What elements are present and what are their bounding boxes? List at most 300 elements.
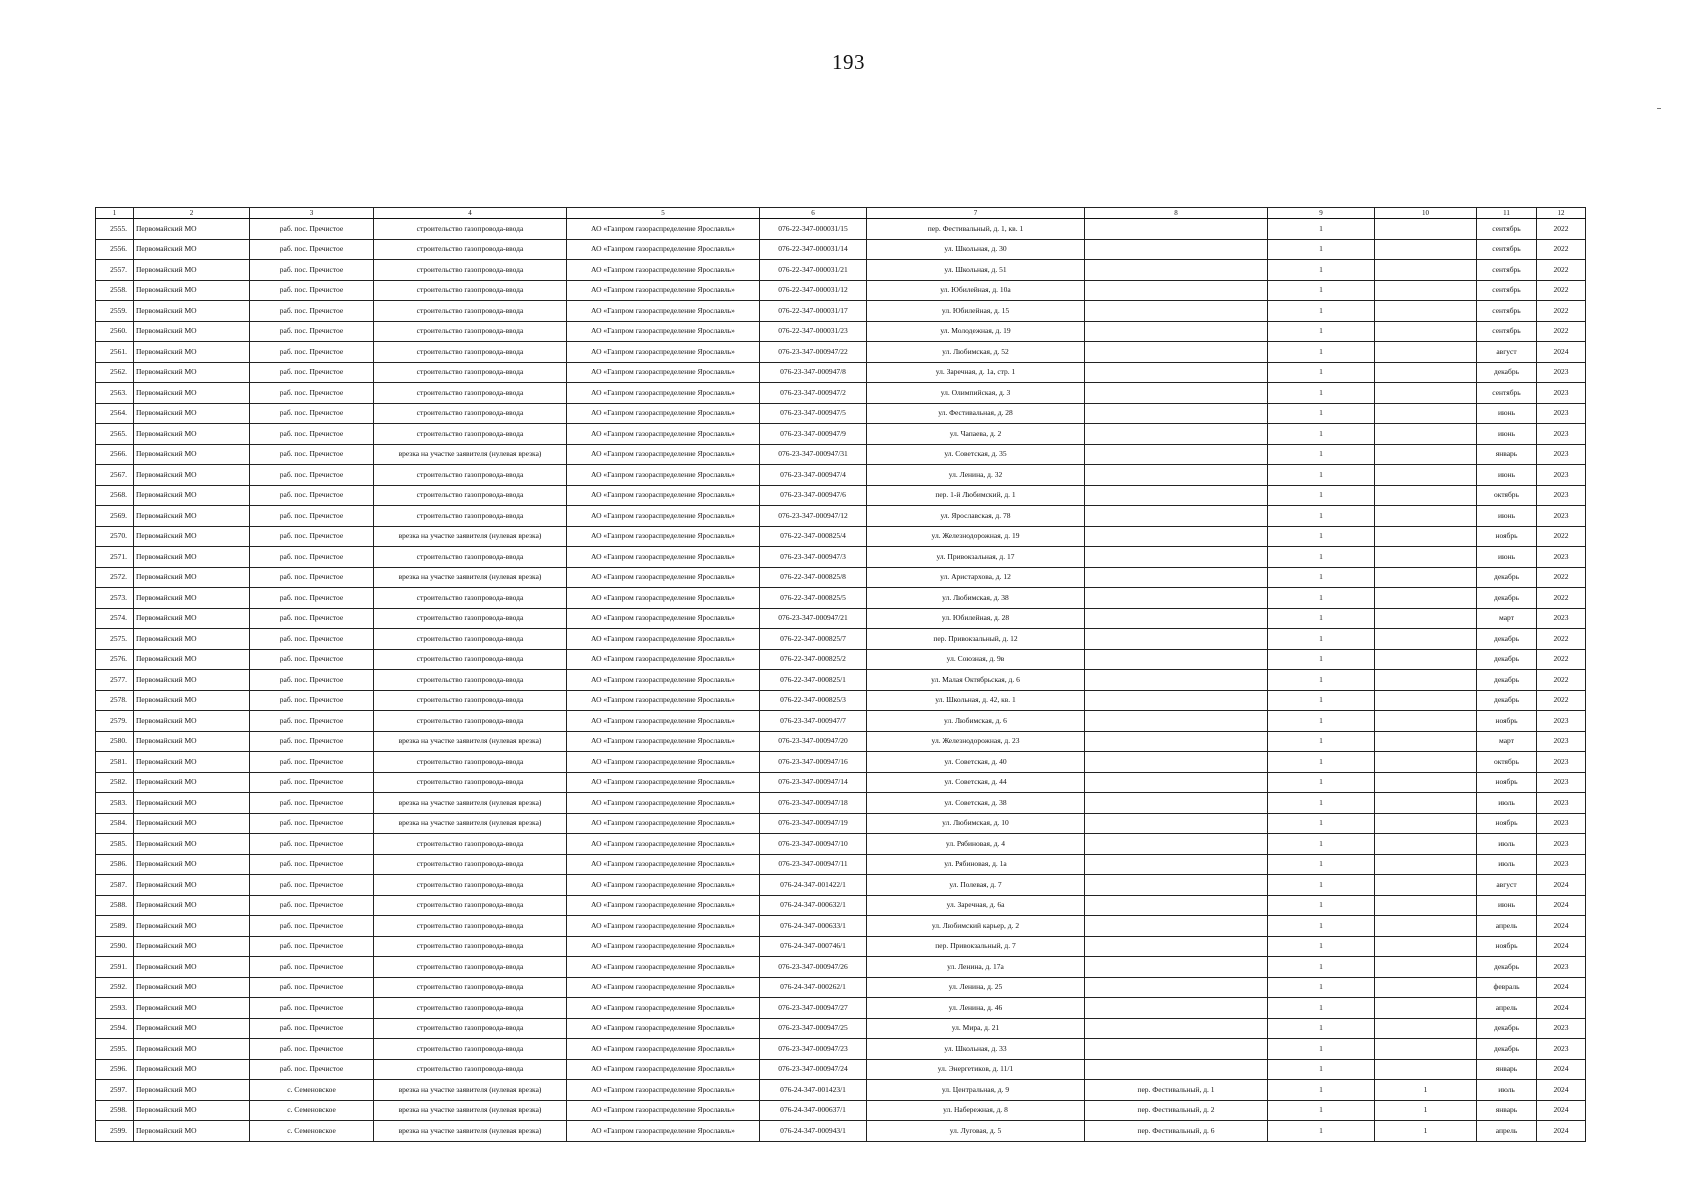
- column-header: 2: [134, 208, 250, 219]
- connected-address-cell: [1085, 465, 1268, 486]
- organization-cell: АО «Газпром газораспределение Ярославль»: [567, 526, 760, 547]
- contract-number-cell: 076-22-347-000031/23: [760, 321, 867, 342]
- row-number-cell: 2584.: [96, 813, 134, 834]
- municipality-cell: Первомайский МО: [134, 731, 250, 752]
- connected-address-cell: [1085, 772, 1268, 793]
- extra-quantity-cell: [1375, 834, 1477, 855]
- contract-number-cell: 076-23-347-000947/10: [760, 834, 867, 855]
- work-type-cell: строительство газопровода-ввода: [374, 301, 567, 322]
- address-cell: ул. Юбилейная, д. 15: [867, 301, 1085, 322]
- work-type-cell: строительство газопровода-ввода: [374, 547, 567, 568]
- row-number-cell: 2598.: [96, 1100, 134, 1121]
- row-number-cell: 2558.: [96, 280, 134, 301]
- table-row: [96, 1080, 1586, 1101]
- quantity-cell: 1: [1268, 260, 1375, 281]
- month-cell: ноябрь: [1477, 711, 1537, 732]
- year-cell: 2023: [1537, 506, 1586, 527]
- month-cell: ноябрь: [1477, 813, 1537, 834]
- municipality-cell: Первомайский МО: [134, 936, 250, 957]
- month-cell: август: [1477, 342, 1537, 363]
- locality-cell: раб. пос. Пречистое: [250, 383, 374, 404]
- row-number-cell: 2566.: [96, 444, 134, 465]
- row-number-cell: 2583.: [96, 793, 134, 814]
- quantity-cell: 1: [1268, 1121, 1375, 1142]
- year-cell: 2023: [1537, 362, 1586, 383]
- organization-cell: АО «Газпром газораспределение Ярославль»: [567, 649, 760, 670]
- locality-cell: раб. пос. Пречистое: [250, 793, 374, 814]
- extra-quantity-cell: [1375, 321, 1477, 342]
- quantity-cell: 1: [1268, 629, 1375, 650]
- year-cell: 2023: [1537, 1039, 1586, 1060]
- organization-cell: АО «Газпром газораспределение Ярославль»: [567, 547, 760, 568]
- work-type-cell: строительство газопровода-ввода: [374, 875, 567, 896]
- month-cell: июль: [1477, 793, 1537, 814]
- month-cell: декабрь: [1477, 670, 1537, 691]
- row-number-cell: 2561.: [96, 342, 134, 363]
- month-cell: июнь: [1477, 465, 1537, 486]
- extra-quantity-cell: [1375, 772, 1477, 793]
- year-cell: 2022: [1537, 670, 1586, 691]
- address-cell: ул. Ленина, д. 32: [867, 465, 1085, 486]
- extra-quantity-cell: [1375, 711, 1477, 732]
- month-cell: сентябрь: [1477, 321, 1537, 342]
- work-type-cell: строительство газопровода-ввода: [374, 485, 567, 506]
- contract-number-cell: 076-24-347-001423/1: [760, 1080, 867, 1101]
- year-cell: 2024: [1537, 1059, 1586, 1080]
- municipality-cell: Первомайский МО: [134, 1100, 250, 1121]
- page-number: 193: [832, 50, 865, 74]
- month-cell: декабрь: [1477, 957, 1537, 978]
- contract-number-cell: 076-23-347-000947/3: [760, 547, 867, 568]
- contract-number-cell: 076-23-347-000947/16: [760, 752, 867, 773]
- table-row: [96, 567, 1586, 588]
- row-number-cell: 2556.: [96, 239, 134, 260]
- work-type-cell: строительство газопровода-ввода: [374, 424, 567, 445]
- row-number-cell: 2592.: [96, 977, 134, 998]
- row-number-cell: 2580.: [96, 731, 134, 752]
- connected-address-cell: [1085, 813, 1268, 834]
- row-number-cell: 2591.: [96, 957, 134, 978]
- month-cell: сентябрь: [1477, 301, 1537, 322]
- contract-number-cell: 076-24-347-000633/1: [760, 916, 867, 937]
- year-cell: 2022: [1537, 280, 1586, 301]
- municipality-cell: Первомайский МО: [134, 834, 250, 855]
- table-row: [96, 977, 1586, 998]
- connected-address-cell: [1085, 895, 1268, 916]
- month-cell: декабрь: [1477, 588, 1537, 609]
- extra-quantity-cell: [1375, 424, 1477, 445]
- extra-quantity-cell: [1375, 957, 1477, 978]
- quantity-cell: 1: [1268, 608, 1375, 629]
- work-type-cell: строительство газопровода-ввода: [374, 383, 567, 404]
- extra-quantity-cell: [1375, 260, 1477, 281]
- work-type-cell: строительство газопровода-ввода: [374, 1039, 567, 1060]
- municipality-cell: Первомайский МО: [134, 1059, 250, 1080]
- connected-address-cell: [1085, 526, 1268, 547]
- municipality-cell: Первомайский МО: [134, 813, 250, 834]
- month-cell: август: [1477, 875, 1537, 896]
- year-cell: 2024: [1537, 342, 1586, 363]
- municipality-cell: Первомайский МО: [134, 321, 250, 342]
- quantity-cell: 1: [1268, 239, 1375, 260]
- row-number-cell: 2597.: [96, 1080, 134, 1101]
- table-row: [96, 362, 1586, 383]
- municipality-cell: Первомайский МО: [134, 465, 250, 486]
- address-cell: ул. Юбилейная, д. 10а: [867, 280, 1085, 301]
- year-cell: 2022: [1537, 649, 1586, 670]
- extra-quantity-cell: [1375, 383, 1477, 404]
- table-row: [96, 895, 1586, 916]
- organization-cell: АО «Газпром газораспределение Ярославль»: [567, 485, 760, 506]
- locality-cell: раб. пос. Пречистое: [250, 711, 374, 732]
- month-cell: октябрь: [1477, 752, 1537, 773]
- address-cell: ул. Школьная, д. 42, кв. 1: [867, 690, 1085, 711]
- contract-number-cell: 076-24-347-000632/1: [760, 895, 867, 916]
- contract-number-cell: 076-22-347-000031/14: [760, 239, 867, 260]
- organization-cell: АО «Газпром газораспределение Ярославль»: [567, 608, 760, 629]
- quantity-cell: 1: [1268, 916, 1375, 937]
- quantity-cell: 1: [1268, 506, 1375, 527]
- locality-cell: раб. пос. Пречистое: [250, 506, 374, 527]
- extra-quantity-cell: [1375, 547, 1477, 568]
- contract-number-cell: 076-23-347-000947/26: [760, 957, 867, 978]
- row-number-cell: 2568.: [96, 485, 134, 506]
- organization-cell: АО «Газпром газораспределение Ярославль»: [567, 465, 760, 486]
- row-number-cell: 2596.: [96, 1059, 134, 1080]
- address-cell: ул. Заречная, д. 6а: [867, 895, 1085, 916]
- month-cell: апрель: [1477, 916, 1537, 937]
- organization-cell: АО «Газпром газораспределение Ярославль»: [567, 711, 760, 732]
- municipality-cell: Первомайский МО: [134, 875, 250, 896]
- contract-number-cell: 076-22-347-000825/8: [760, 567, 867, 588]
- work-type-cell: врезка на участке заявителя (нулевая врезка): [374, 567, 567, 588]
- organization-cell: АО «Газпром газораспределение Ярославль»: [567, 854, 760, 875]
- extra-quantity-cell: [1375, 465, 1477, 486]
- address-cell: ул. Чапаева, д. 2: [867, 424, 1085, 445]
- quantity-cell: 1: [1268, 711, 1375, 732]
- contract-number-cell: 076-22-347-000031/15: [760, 219, 867, 240]
- municipality-cell: Первомайский МО: [134, 916, 250, 937]
- year-cell: 2023: [1537, 1018, 1586, 1039]
- row-number-cell: 2590.: [96, 936, 134, 957]
- row-number-cell: 2571.: [96, 547, 134, 568]
- extra-quantity-cell: [1375, 506, 1477, 527]
- work-type-cell: строительство газопровода-ввода: [374, 977, 567, 998]
- address-cell: ул. Рябиновая, д. 1а: [867, 854, 1085, 875]
- connected-address-cell: [1085, 588, 1268, 609]
- organization-cell: АО «Газпром газораспределение Ярославль»: [567, 342, 760, 363]
- connected-address-cell: [1085, 690, 1268, 711]
- table-row: [96, 1100, 1586, 1121]
- connected-address-cell: [1085, 752, 1268, 773]
- year-cell: 2023: [1537, 752, 1586, 773]
- row-number-cell: 2576.: [96, 649, 134, 670]
- year-cell: 2023: [1537, 444, 1586, 465]
- connected-address-cell: [1085, 383, 1268, 404]
- extra-quantity-cell: [1375, 588, 1477, 609]
- work-type-cell: строительство газопровода-ввода: [374, 608, 567, 629]
- contract-number-cell: 076-24-347-000943/1: [760, 1121, 867, 1142]
- month-cell: январь: [1477, 444, 1537, 465]
- work-type-cell: строительство газопровода-ввода: [374, 998, 567, 1019]
- address-cell: ул. Мира, д. 21: [867, 1018, 1085, 1039]
- work-type-cell: строительство газопровода-ввода: [374, 1059, 567, 1080]
- organization-cell: АО «Газпром газораспределение Ярославль»: [567, 506, 760, 527]
- municipality-cell: Первомайский МО: [134, 424, 250, 445]
- quantity-cell: 1: [1268, 342, 1375, 363]
- row-number-cell: 2595.: [96, 1039, 134, 1060]
- contract-number-cell: 076-22-347-000031/12: [760, 280, 867, 301]
- locality-cell: раб. пос. Пречистое: [250, 690, 374, 711]
- work-type-cell: строительство газопровода-ввода: [374, 752, 567, 773]
- connected-address-cell: [1085, 1039, 1268, 1060]
- locality-cell: раб. пос. Пречистое: [250, 936, 374, 957]
- row-number-cell: 2593.: [96, 998, 134, 1019]
- connected-address-cell: [1085, 608, 1268, 629]
- contract-number-cell: 076-22-347-000031/21: [760, 260, 867, 281]
- quantity-cell: 1: [1268, 1039, 1375, 1060]
- year-cell: 2023: [1537, 424, 1586, 445]
- contract-number-cell: 076-23-347-000947/11: [760, 854, 867, 875]
- municipality-cell: Первомайский МО: [134, 793, 250, 814]
- quantity-cell: 1: [1268, 403, 1375, 424]
- table-row: [96, 1059, 1586, 1080]
- address-cell: пер. 1-й Любимский, д. 1: [867, 485, 1085, 506]
- contract-number-cell: 076-23-347-000947/25: [760, 1018, 867, 1039]
- locality-cell: раб. пос. Пречистое: [250, 998, 374, 1019]
- work-type-cell: строительство газопровода-ввода: [374, 649, 567, 670]
- table-row: [96, 649, 1586, 670]
- municipality-cell: Первомайский МО: [134, 383, 250, 404]
- table-row: [96, 1039, 1586, 1060]
- table-row: [96, 444, 1586, 465]
- extra-quantity-cell: [1375, 813, 1477, 834]
- locality-cell: раб. пос. Пречистое: [250, 731, 374, 752]
- connected-address-cell: [1085, 731, 1268, 752]
- address-cell: ул. Набережная, д. 8: [867, 1100, 1085, 1121]
- organization-cell: АО «Газпром газораспределение Ярославль»: [567, 301, 760, 322]
- row-number-cell: 2589.: [96, 916, 134, 937]
- address-cell: ул. Школьная, д. 33: [867, 1039, 1085, 1060]
- address-cell: ул. Юбилейная, д. 28: [867, 608, 1085, 629]
- table-row: [96, 690, 1586, 711]
- column-header: 7: [867, 208, 1085, 219]
- work-type-cell: строительство газопровода-ввода: [374, 834, 567, 855]
- connected-address-cell: [1085, 629, 1268, 650]
- municipality-cell: Первомайский МО: [134, 670, 250, 691]
- municipality-cell: Первомайский МО: [134, 342, 250, 363]
- quantity-cell: 1: [1268, 1018, 1375, 1039]
- address-cell: ул. Ленина, д. 17а: [867, 957, 1085, 978]
- work-type-cell: строительство газопровода-ввода: [374, 588, 567, 609]
- quantity-cell: 1: [1268, 813, 1375, 834]
- address-cell: ул. Центральная, д. 9: [867, 1080, 1085, 1101]
- contract-number-cell: 076-22-347-000031/17: [760, 301, 867, 322]
- month-cell: сентябрь: [1477, 383, 1537, 404]
- municipality-cell: Первомайский МО: [134, 690, 250, 711]
- row-number-cell: 2594.: [96, 1018, 134, 1039]
- address-cell: ул. Железнодорожная, д. 19: [867, 526, 1085, 547]
- quantity-cell: 1: [1268, 998, 1375, 1019]
- quantity-cell: 1: [1268, 547, 1375, 568]
- year-cell: 2023: [1537, 731, 1586, 752]
- address-cell: ул. Рябиновая, д. 4: [867, 834, 1085, 855]
- table-row: [96, 998, 1586, 1019]
- address-cell: ул. Любимская, д. 10: [867, 813, 1085, 834]
- locality-cell: раб. пос. Пречистое: [250, 875, 374, 896]
- organization-cell: АО «Газпром газораспределение Ярославль»: [567, 424, 760, 445]
- quantity-cell: 1: [1268, 936, 1375, 957]
- extra-quantity-cell: 1: [1375, 1121, 1477, 1142]
- row-number-cell: 2587.: [96, 875, 134, 896]
- organization-cell: АО «Газпром газораспределение Ярославль»: [567, 588, 760, 609]
- connected-address-cell: [1085, 485, 1268, 506]
- address-cell: ул. Заречная, д. 1а, стр. 1: [867, 362, 1085, 383]
- month-cell: декабрь: [1477, 567, 1537, 588]
- extra-quantity-cell: [1375, 875, 1477, 896]
- month-cell: март: [1477, 608, 1537, 629]
- table-row: [96, 301, 1586, 322]
- address-cell: ул. Союзная, д. 9в: [867, 649, 1085, 670]
- year-cell: 2022: [1537, 219, 1586, 240]
- row-number-cell: 2573.: [96, 588, 134, 609]
- organization-cell: АО «Газпром газораспределение Ярославль»: [567, 239, 760, 260]
- organization-cell: АО «Газпром газораспределение Ярославль»: [567, 629, 760, 650]
- work-type-cell: строительство газопровода-ввода: [374, 1018, 567, 1039]
- organization-cell: АО «Газпром газораспределение Ярославль»: [567, 1121, 760, 1142]
- month-cell: сентябрь: [1477, 219, 1537, 240]
- organization-cell: АО «Газпром газораспределение Ярославль»: [567, 731, 760, 752]
- year-cell: 2023: [1537, 608, 1586, 629]
- contract-number-cell: 076-23-347-000947/5: [760, 403, 867, 424]
- organization-cell: АО «Газпром газораспределение Ярославль»: [567, 403, 760, 424]
- work-type-cell: строительство газопровода-ввода: [374, 465, 567, 486]
- year-cell: 2024: [1537, 998, 1586, 1019]
- column-header: 4: [374, 208, 567, 219]
- connected-address-cell: [1085, 567, 1268, 588]
- extra-quantity-cell: [1375, 916, 1477, 937]
- locality-cell: раб. пос. Пречистое: [250, 567, 374, 588]
- municipality-cell: Первомайский МО: [134, 977, 250, 998]
- work-type-cell: врезка на участке заявителя (нулевая врезка): [374, 813, 567, 834]
- row-number-cell: 2562.: [96, 362, 134, 383]
- table-row: [96, 588, 1586, 609]
- extra-quantity-cell: [1375, 998, 1477, 1019]
- row-number-cell: 2577.: [96, 670, 134, 691]
- month-cell: декабрь: [1477, 1039, 1537, 1060]
- year-cell: 2023: [1537, 465, 1586, 486]
- table-row: [96, 813, 1586, 834]
- month-cell: сентябрь: [1477, 260, 1537, 281]
- quantity-cell: 1: [1268, 875, 1375, 896]
- municipality-cell: Первомайский МО: [134, 526, 250, 547]
- table-row: [96, 854, 1586, 875]
- table-row: [96, 608, 1586, 629]
- organization-cell: АО «Газпром газораспределение Ярославль»: [567, 916, 760, 937]
- row-number-cell: 2586.: [96, 854, 134, 875]
- contract-number-cell: 076-23-347-000947/4: [760, 465, 867, 486]
- year-cell: 2023: [1537, 485, 1586, 506]
- quantity-cell: 1: [1268, 834, 1375, 855]
- connected-address-cell: [1085, 1059, 1268, 1080]
- extra-quantity-cell: [1375, 567, 1477, 588]
- year-cell: 2024: [1537, 916, 1586, 937]
- work-type-cell: строительство газопровода-ввода: [374, 957, 567, 978]
- work-type-cell: строительство газопровода-ввода: [374, 854, 567, 875]
- locality-cell: раб. пос. Пречистое: [250, 465, 374, 486]
- work-type-cell: врезка на участке заявителя (нулевая врезка): [374, 1080, 567, 1101]
- row-number-cell: 2572.: [96, 567, 134, 588]
- connected-address-cell: [1085, 342, 1268, 363]
- organization-cell: АО «Газпром газораспределение Ярославль»: [567, 1039, 760, 1060]
- connected-address-cell: [1085, 649, 1268, 670]
- address-cell: ул. Фестивальная, д. 28: [867, 403, 1085, 424]
- contract-number-cell: 076-24-347-000262/1: [760, 977, 867, 998]
- table-row: [96, 936, 1586, 957]
- month-cell: февраль: [1477, 977, 1537, 998]
- month-cell: ноябрь: [1477, 936, 1537, 957]
- connected-address-cell: [1085, 301, 1268, 322]
- address-cell: ул. Любимская, д. 6: [867, 711, 1085, 732]
- address-cell: ул. Железнодорожная, д. 23: [867, 731, 1085, 752]
- column-header: 1: [96, 208, 134, 219]
- address-cell: ул. Луговая, д. 5: [867, 1121, 1085, 1142]
- work-type-cell: строительство газопровода-ввода: [374, 506, 567, 527]
- organization-cell: АО «Газпром газораспределение Ярославль»: [567, 998, 760, 1019]
- municipality-cell: Первомайский МО: [134, 752, 250, 773]
- month-cell: апрель: [1477, 998, 1537, 1019]
- work-type-cell: строительство газопровода-ввода: [374, 629, 567, 650]
- connected-address-cell: [1085, 403, 1268, 424]
- year-cell: 2022: [1537, 567, 1586, 588]
- municipality-cell: Первомайский МО: [134, 854, 250, 875]
- locality-cell: раб. пос. Пречистое: [250, 834, 374, 855]
- connected-address-cell: [1085, 936, 1268, 957]
- quantity-cell: 1: [1268, 752, 1375, 773]
- extra-quantity-cell: [1375, 854, 1477, 875]
- municipality-cell: Первомайский МО: [134, 711, 250, 732]
- quantity-cell: 1: [1268, 444, 1375, 465]
- quantity-cell: 1: [1268, 485, 1375, 506]
- extra-quantity-cell: 1: [1375, 1080, 1477, 1101]
- work-type-cell: строительство газопровода-ввода: [374, 260, 567, 281]
- locality-cell: раб. пос. Пречистое: [250, 916, 374, 937]
- year-cell: 2023: [1537, 383, 1586, 404]
- contract-number-cell: 076-22-347-000825/3: [760, 690, 867, 711]
- month-cell: октябрь: [1477, 485, 1537, 506]
- year-cell: 2024: [1537, 1080, 1586, 1101]
- connected-address-cell: [1085, 670, 1268, 691]
- month-cell: июль: [1477, 1080, 1537, 1101]
- connected-address-cell: [1085, 239, 1268, 260]
- table-row: [96, 239, 1586, 260]
- extra-quantity-cell: [1375, 690, 1477, 711]
- month-cell: июль: [1477, 854, 1537, 875]
- work-type-cell: строительство газопровода-ввода: [374, 711, 567, 732]
- organization-cell: АО «Газпром газораспределение Ярославль»: [567, 957, 760, 978]
- extra-quantity-cell: [1375, 670, 1477, 691]
- contract-number-cell: 076-22-347-000825/5: [760, 588, 867, 609]
- row-number-cell: 2563.: [96, 383, 134, 404]
- address-cell: ул. Советская, д. 44: [867, 772, 1085, 793]
- extra-quantity-cell: [1375, 977, 1477, 998]
- row-number-cell: 2555.: [96, 219, 134, 240]
- extra-quantity-cell: [1375, 239, 1477, 260]
- contract-number-cell: 076-23-347-000947/31: [760, 444, 867, 465]
- table-row: [96, 383, 1586, 404]
- table-row: [96, 547, 1586, 568]
- table-row: [96, 731, 1586, 752]
